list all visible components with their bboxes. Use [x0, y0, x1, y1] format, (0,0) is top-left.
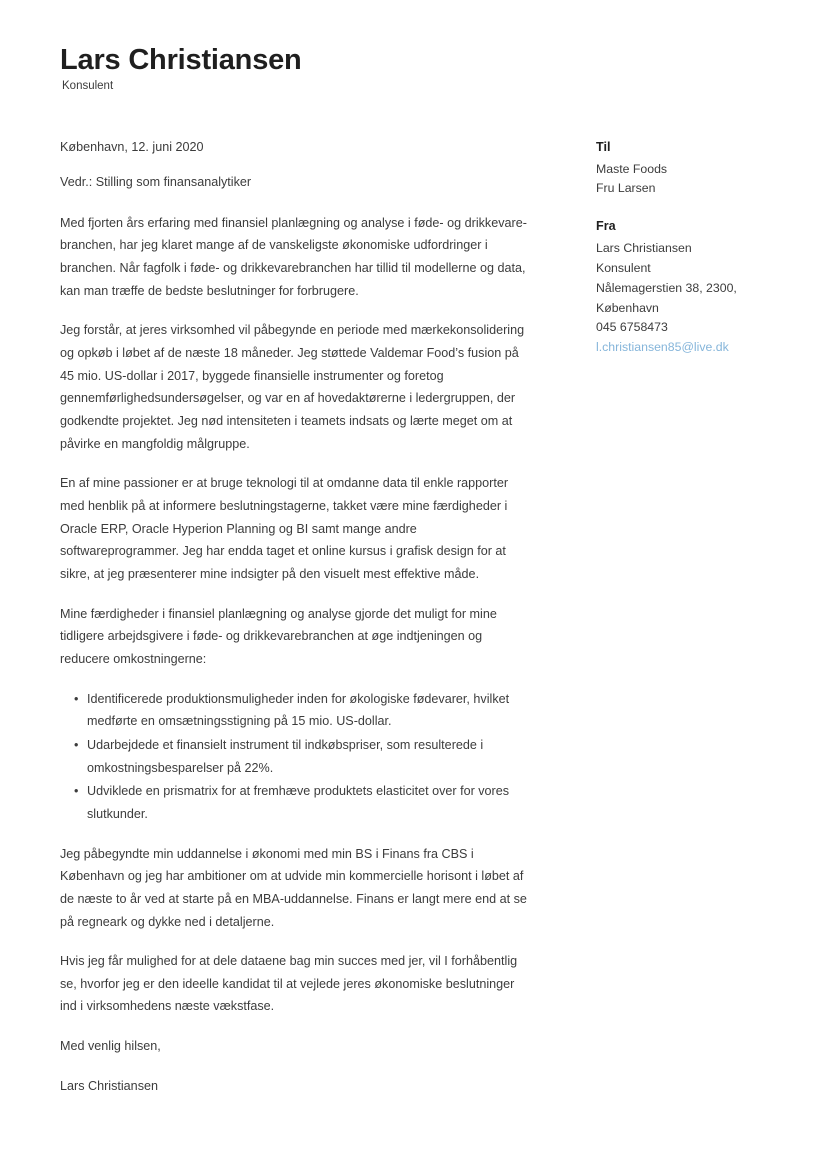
letter-paragraph: Jeg forstår, at jeres virksomhed vil påbegynde en periode med mærkekonsolidering og opkøb i løbet af de næste 18 måneder. Jeg støttede Valdemar Food’s fusion på 45 mio. US-dollar i 2017, byggede finansielle instrumenter og foretog gennemførlighedsundersøgelser, og var en af hovedaktørerne i ledergruppen, der godkendte projektet. Jeg nød intensiteten i teamets indsats og lærte meget om at påvirke en mangfoldig målgruppe. [60, 323, 525, 451]
sender-address-street: Nålemagerstien 38, 2300, [596, 280, 737, 295]
sender-name: Lars Christiansen [596, 240, 692, 255]
letter-signature: Lars Christiansen [60, 1078, 158, 1093]
sender-phone: 045 6758473 [596, 320, 668, 335]
achievements-list [60, 688, 532, 826]
letter-sidebar [596, 138, 786, 358]
sender-block [596, 217, 786, 358]
letter-paragraph: En af mine passioner er at bruge teknologi til at omdanne data til enkle rapporter med henblik på at informere beslutningstagerne, takket være mine færdigheder i Oracle ERP, Oracle Hyperion Planning og BI samt mange andre softwareprogrammer. Jeg har endda taget et online kursus i grafisk design for at sikre, at jeg præsenterer mine indsigter på den visuelt mest effektive måde. [60, 476, 509, 581]
letter-header [60, 44, 760, 94]
letter-paragraph: Hvis jeg får mulighed for at dele dataene bag min succes med jer, vil I forhåbentlig se, hvorfor jeg er den ideelle kandidat til at vejlede jeres økonomiske beslutninger ind i virksomhedens næste vækstfase. [60, 954, 518, 1014]
recipient-heading: Til [596, 140, 611, 154]
letter-subject: Vedr.: Stilling som finansanalytiker [60, 174, 252, 189]
list-item: • Identificerede produktionsmuligheder inden for økologiske fødevarer, hvilket medførte en omsætningsstigning på 15 mio. US-dollar. [60, 688, 532, 733]
letter-main-column [60, 138, 532, 1114]
page-title: Lars Christiansen [60, 44, 302, 76]
list-item: • Udarbejdede et finansielt instrument til indkøbspriser, som resulterede i omkostningsbesparelser på 22%. [60, 734, 532, 779]
recipient-block [596, 138, 786, 199]
letter-closing: Med venlig hilsen, [60, 1039, 161, 1054]
sender-heading: Fra [596, 219, 616, 234]
letter-place-and-date: København, 12. juni 2020 [60, 140, 204, 154]
sender-email-link[interactable]: l.christiansen85@live.dk [596, 340, 729, 355]
letter-paragraph: Jeg påbegyndte min uddannelse i økonomi med min BS i Finans fra CBS i København og jeg har ambitioner om at udvide min kommercielle horisont i løbet af de næste to år ved at starte på en MBA-uddannelse. Finans er langt mere end at se på regneark og dykke ned i detaljerne. [60, 846, 527, 929]
letter-paragraph: Mine færdigheder i finansiel planlægning og analyse gjorde det muligt for mine tidligere arbejdsgivere i føde- og drikkevarebranchen at øge indtjeningen og reducere omkostningerne: [60, 606, 497, 666]
list-item: • Udviklede en prismatrix for at fremhæve produktets elasticitet over for vores slutkunder. [60, 780, 532, 825]
recipient-person: Fru Larsen [596, 181, 656, 196]
sender-role: Konsulent [596, 260, 651, 275]
recipient-company: Maste Foods [596, 161, 668, 176]
sender-address-city: København [596, 300, 659, 315]
header-subtitle-role: Konsulent [62, 80, 114, 93]
letter-paragraph: Med fjorten års erfaring med finansiel planlægning og analyse i føde- og drikkevare-branchen, har jeg klaret mange af de vanskeligste økonomiske udfordringer i branchen. Når fagfolk i føde- og drikkevarebranchen har tillid til modellerne og data, kan man træffe de bedste beslutninger for forbrugere. [60, 215, 527, 298]
